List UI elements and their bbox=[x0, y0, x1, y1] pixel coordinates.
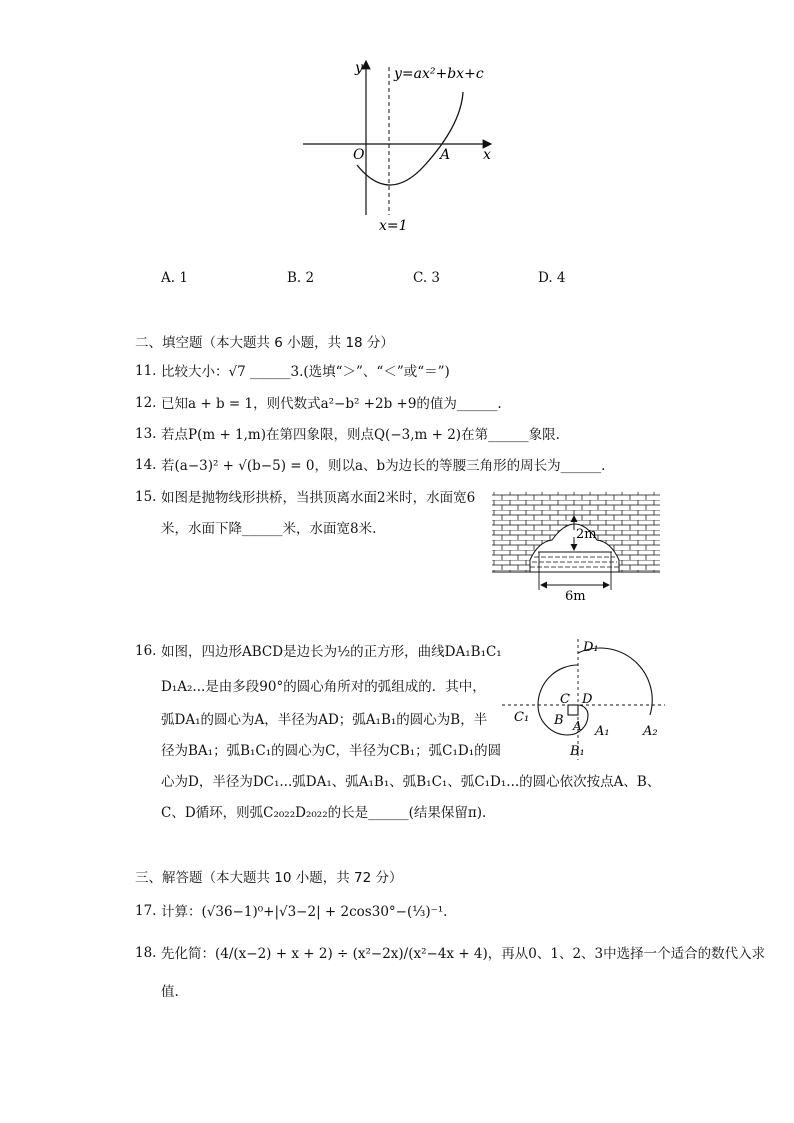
q13-text: 若点P(m + 1,m)在第四象限，则点Q(−3,m + 2)在第______象限. bbox=[161, 427, 560, 443]
q11-text: 比较大小：√7 ______3.(选填“＞”、“＜”或“＝”) bbox=[161, 364, 450, 380]
spiral-figure bbox=[500, 635, 670, 765]
label-a1: A₁ bbox=[595, 724, 610, 739]
choice-c: C. 3 bbox=[413, 270, 441, 286]
q12-number: 12. bbox=[135, 395, 157, 411]
q16-line-1: 如图，四边形ABCD是边长为½的正方形，曲线DA₁B₁C₁ bbox=[161, 644, 502, 660]
q15-line-1: 如图是抛物线形拱桥，当拱顶离水面2米时，水面宽6 bbox=[161, 490, 476, 506]
q16-line-2: D₁A₂...是由多段90°的圆心角所对的弧组成的．其中， bbox=[161, 679, 486, 695]
q16-line-6: C、D循环，则弧C₂₀₂₂D₂₀₂₂的长是______(结果保留π). bbox=[161, 805, 487, 821]
point-a-label: A bbox=[440, 147, 451, 163]
width-label: 6m bbox=[565, 589, 586, 604]
q11-number: 11. bbox=[135, 363, 157, 379]
q18-line-1: 先化简：(4/(x−2) + x + 2) ÷ (x²−2x)/(x²−4x + 4)，再从0、1、2、3中选择一个适合的数代入求 bbox=[161, 946, 766, 962]
parabola-curve bbox=[357, 92, 463, 185]
q15-line-2: 米，水面下降______米，水面宽8米. bbox=[161, 521, 377, 537]
axis-line-label: x=1 bbox=[379, 218, 408, 234]
label-c: C bbox=[560, 692, 570, 707]
q16-line-5: 心为D，半径为DC₁...弧DA₁、弧A₁B₁、弧B₁C₁、弧C₁D₁...的圆心依次按点A、B、 bbox=[161, 774, 661, 790]
choice-b: B. 2 bbox=[287, 270, 315, 286]
q15-number: 15. bbox=[135, 489, 157, 505]
equation-label: y=ax²+bx+c bbox=[394, 66, 484, 82]
q14-number: 14. bbox=[135, 457, 157, 473]
bridge-figure bbox=[490, 490, 662, 605]
q17-text: 计算：(√36−1)⁰+|√3−2| + 2cos30°−(⅓)⁻¹. bbox=[161, 904, 448, 920]
label-b: B bbox=[554, 713, 564, 728]
q18-line-2: 值. bbox=[161, 984, 179, 1000]
origin-label: O bbox=[353, 147, 365, 163]
section-2-title: 二、填空题（本大题共 6 小题，共 18 分） bbox=[135, 335, 394, 351]
y-label: y bbox=[355, 60, 363, 76]
label-a: A bbox=[573, 719, 582, 733]
x-label: x bbox=[483, 147, 491, 163]
label-a2: A₂ bbox=[643, 724, 658, 739]
q12-text: 已知a + b = 1，则代数式a²−b² +2b +9的值为______. bbox=[161, 396, 502, 412]
height-label: 2m bbox=[576, 527, 597, 542]
q18-number: 18. bbox=[135, 945, 157, 961]
section-3-title: 三、解答题（本大题共 10 小题，共 72 分） bbox=[135, 870, 403, 886]
choice-d: D. 4 bbox=[538, 270, 566, 286]
label-d1: D₁ bbox=[583, 640, 599, 655]
parabola-figure bbox=[295, 55, 505, 240]
label-c1: C₁ bbox=[514, 710, 530, 725]
q14-text: 若(a−3)² + √(b−5) = 0，则以a、b为边长的等腰三角形的周长为______. bbox=[161, 458, 606, 474]
q16-line-3: 弧DA₁的圆心为A，半径为AD；弧A₁B₁的圆心为B，半 bbox=[161, 712, 488, 728]
label-d: D bbox=[582, 692, 593, 707]
q17-number: 17. bbox=[135, 903, 157, 919]
choice-a: A. 1 bbox=[161, 270, 188, 286]
q16-line-4: 径为BA₁；弧B₁C₁的圆心为C，半径为CB₁；弧C₁D₁的圆 bbox=[161, 743, 502, 759]
label-b1: B₁ bbox=[570, 744, 585, 759]
q13-number: 13. bbox=[135, 426, 157, 442]
q16-number: 16. bbox=[135, 643, 157, 659]
